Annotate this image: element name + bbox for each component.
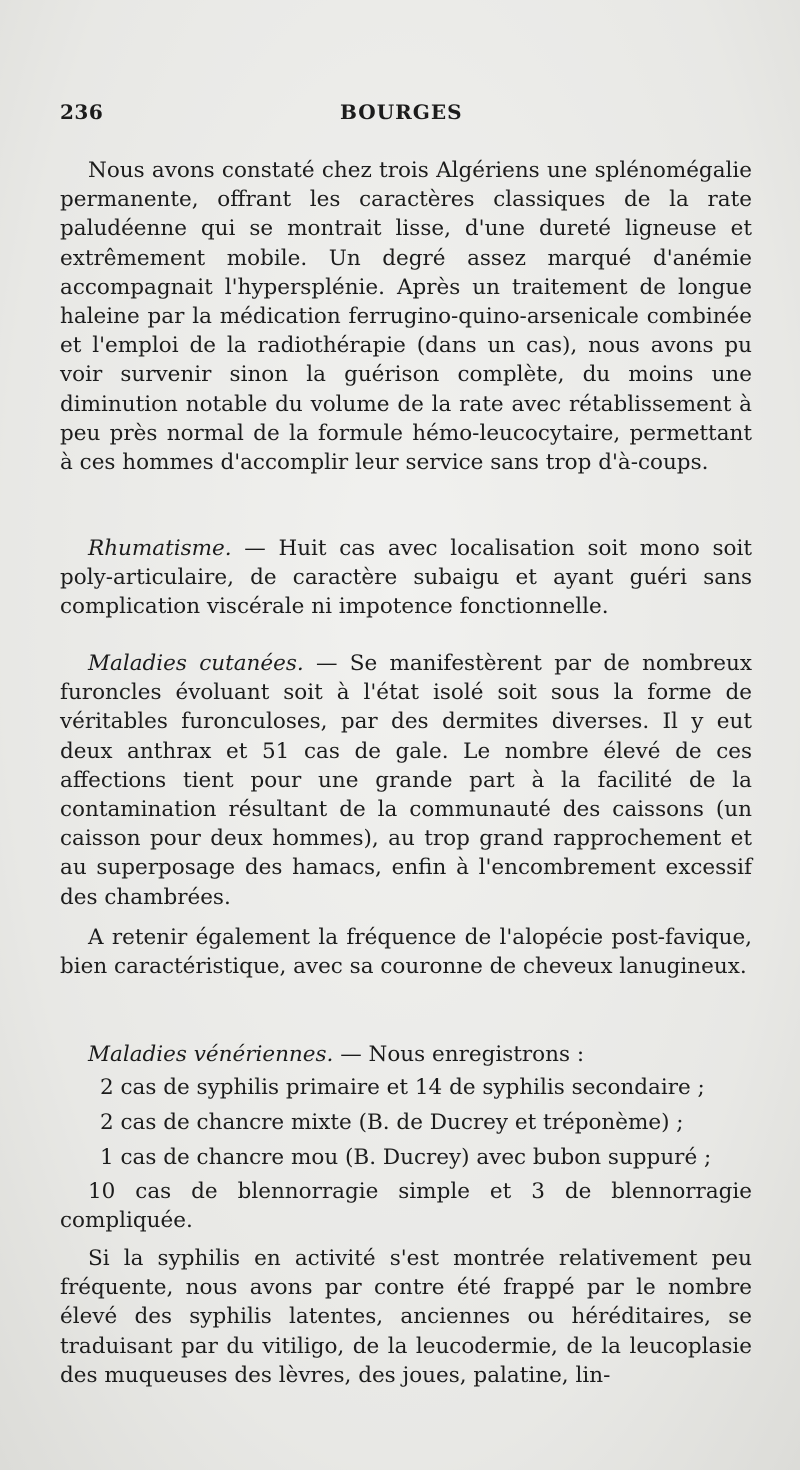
section-body-maladies-veneriennes: — Nous enregistrons : [333, 1042, 585, 1067]
page-header [60, 100, 750, 134]
section-title-rhumatisme: Rhumatisme. [88, 536, 232, 561]
page-number: 236 [60, 100, 104, 124]
section-title-maladies-veneriennes: Maladies vénériennes. [88, 1042, 334, 1067]
paragraph-maladies-cutanees [60, 649, 752, 912]
paragraph-rhumatisme [60, 534, 752, 622]
paragraph-splenomegalie: Nous avons constaté chez trois Algériens une splénomégalie permanente, offrant les caractères classiques de la rate paludéenne qui se montrait lisse, d'une dureté ligneuse et extrêmement mobile. Un degré assez marqué d'anémie accompagnait l'hypersplénie. Après un traitement de longue haleine par la médication ferrugino-quino-arsenicale combinée et l'emploi de la radiothérapie (dans un cas), nous avons pu voir survenir sinon la guérison complète, du moins une diminution notable du volume de la rate avec rétablissement à peu près normal de la formule hémo-leucocytaire, permettant à ces hommes d'accomplir leur service sans trop d'à-coups. [60, 158, 752, 476]
section-title-maladies-cutanees: Maladies cutanées. [88, 651, 304, 676]
list-item: 2 cas de syphilis primaire et 14 de syphilis secondaire ; [100, 1075, 705, 1100]
section-body-maladies-cutanees: — Se manifestèrent par de nombreux furoncles évoluant soit à l'état isolé soit sous la forme de véritables furonculoses, par des dermites diverses. Il y eut deux anthrax et 51 cas de gale. Le nombre élevé de ces affections tient pour une grande part à la facilité de la contamination résultant de la communauté des caissons (un caisson pour deux hommes), au trop grand rapprochement et au superposage des hamacs, enfin à l'encombrement excessif des chambrées. [60, 651, 753, 910]
paragraph-alopecie: A retenir également la fréquence de l'alopécie post-favique, bien caractéristique, avec sa couronne de cheveux lanugineux. [60, 925, 752, 980]
section-body-rhumatisme: — Huit cas avec localisation soit mono soit poly-articulaire, de caractère subaigu et ayant guéri sans complication viscérale ni impotence fonctionnelle. [60, 536, 752, 620]
list-item: 2 cas de chancre mixte (B. de Ducrey et tréponème) ; [100, 1110, 684, 1135]
paragraph-maladies-veneriennes [60, 1040, 752, 1069]
list-item: 1 cas de chancre mou (B. Ducrey) avec bubon suppuré ; [100, 1145, 712, 1170]
running-title: BOURGES [340, 100, 463, 124]
list-item: 10 cas de blennorragie simple et 3 de blennorragie compliquée. [60, 1179, 752, 1234]
paragraph-syphilis: Si la syphilis en activité s'est montrée relativement peu fréquente, nous avons par contre été frappé par le nombre élevé des syphilis latentes, anciennes ou héréditaires, se traduisant par du vitiligo, de la leucodermie, de la leucoplasie des muqueuses des lèvres, des joues, palatine, lin- [60, 1246, 752, 1388]
